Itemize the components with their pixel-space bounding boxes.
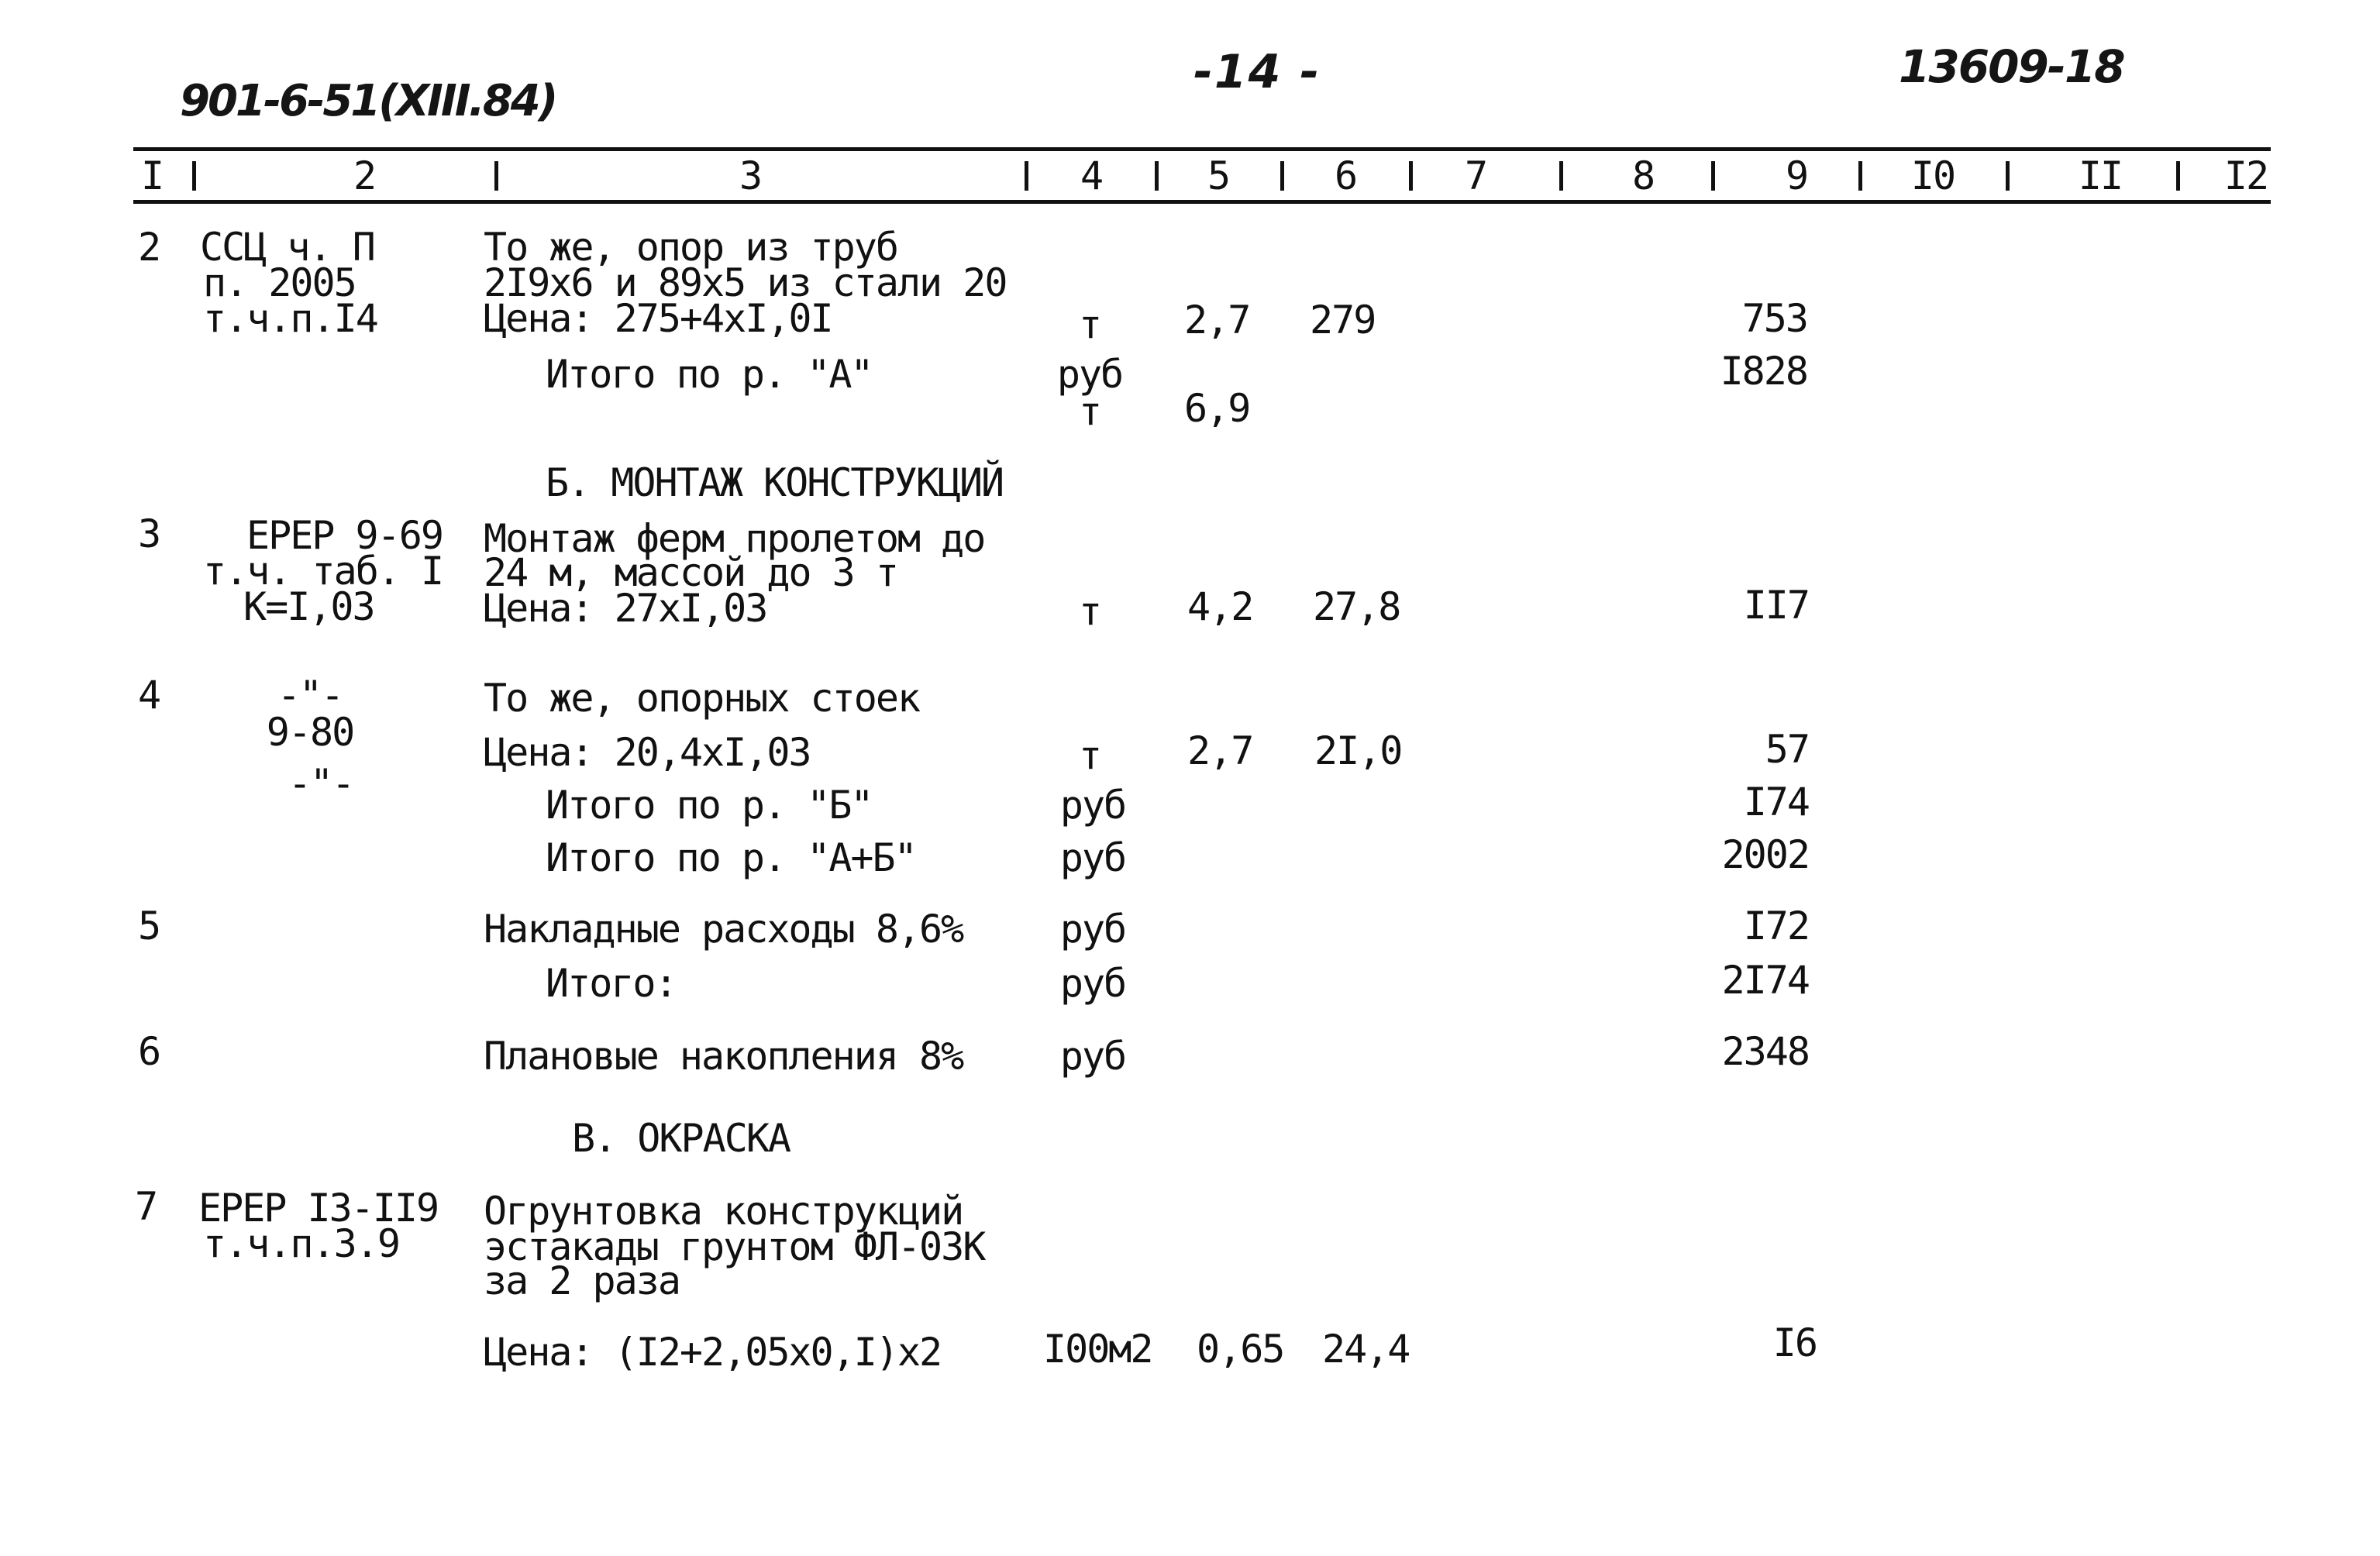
description-line: Накладные расходы 8,6%	[484, 907, 963, 952]
unit: руб	[1059, 835, 1126, 880]
reference-line: т.ч. таб. I	[203, 549, 443, 594]
col-sep	[1025, 161, 1028, 191]
col-sep	[1280, 161, 1284, 191]
description-line: 24 м, массой до 3 т	[484, 550, 897, 595]
unit-price: 27,8	[1313, 584, 1400, 629]
column-number: I2	[2223, 153, 2268, 198]
col-sep	[1858, 161, 1862, 191]
col-sep	[2006, 161, 2010, 191]
unit-price: 2I,0	[1314, 728, 1402, 773]
column-number: 7	[1464, 153, 1487, 198]
reference-line: К=I,03	[243, 584, 374, 629]
col-sep	[494, 161, 498, 191]
col-sep	[192, 161, 196, 191]
column-number: 5	[1207, 153, 1230, 198]
total: 753	[1741, 296, 1807, 341]
description-line: Огрунтовка конструкций	[484, 1189, 963, 1234]
quantity: 4,2	[1187, 584, 1253, 629]
doc-code: 901-6-51(XIII.84)	[180, 76, 556, 126]
unit: т	[1078, 733, 1101, 778]
description-line: То же, опорных стоек	[484, 676, 920, 721]
unit: руб	[1059, 907, 1126, 952]
row-number: 7	[135, 1184, 157, 1229]
description-line: Монтаж ферм пролетом до	[484, 516, 985, 561]
row-number: 2	[138, 225, 160, 270]
description-line: Цена: 275+4xI,0I	[484, 296, 832, 341]
row-number: 6	[138, 1029, 160, 1074]
subtotal-label: Итого по р. "А"	[546, 352, 873, 397]
total: I828	[1720, 349, 1807, 394]
quantity: 2,7	[1184, 298, 1250, 343]
column-number: 9	[1785, 153, 1808, 198]
header-rule-top	[133, 147, 2271, 151]
col-sep	[1155, 161, 1159, 191]
col-sep	[1711, 161, 1715, 191]
total: 2348	[1721, 1029, 1809, 1074]
reference-line: т.ч.п.3.9	[203, 1221, 399, 1266]
quantity: 2,7	[1187, 728, 1253, 773]
column-number: 8	[1631, 153, 1655, 198]
column-number: I	[141, 153, 164, 198]
column-number: II	[2078, 153, 2123, 198]
total: 57	[1765, 727, 1809, 772]
unit: I00м2	[1043, 1327, 1152, 1372]
unit-price: 279	[1310, 298, 1376, 343]
row-number: 5	[138, 904, 160, 948]
reference-line: -"-	[277, 673, 343, 718]
section-title: Б. МОНТАЖ КОНСТРУКЦИЙ	[546, 460, 1004, 505]
unit: т	[1078, 389, 1101, 434]
unit: руб	[1059, 961, 1126, 1006]
reference-line: 9-80	[266, 710, 354, 755]
description-line: Цена: 20,4xI,03	[484, 730, 811, 775]
col-sep	[1409, 161, 1413, 191]
reference-line: п. 2005	[203, 260, 356, 305]
column-number: 6	[1334, 153, 1357, 198]
reference-line: ССЦ ч. П	[200, 225, 374, 270]
total: I72	[1743, 904, 1809, 948]
column-number: 3	[739, 153, 762, 198]
section-title: В. ОКРАСКА	[572, 1116, 790, 1161]
page-number: -14 -	[1193, 45, 1321, 99]
description-line: эстакады грунтом ФЛ-03К	[484, 1224, 985, 1269]
row-number: 3	[138, 511, 160, 556]
description-line: Цена: (I2+2,05x0,I)x2	[484, 1330, 942, 1375]
total: 2002	[1721, 832, 1809, 877]
inventory-number: 13609-18	[1899, 40, 2124, 93]
quantity: 0,65	[1197, 1327, 1284, 1372]
unit: руб	[1056, 352, 1123, 397]
subtotal-label: Итого по р. "А+Б"	[546, 835, 916, 880]
header-rule-bottom	[133, 200, 2271, 204]
unit: руб	[1059, 1034, 1126, 1079]
description-line: 2I9x6 и 89x5 из стали 20	[484, 260, 1007, 305]
description-line: То же, опор из труб	[484, 225, 897, 270]
reference-line: т.ч.п.I4	[203, 296, 377, 341]
column-number: 2	[353, 153, 376, 198]
description-line: Плановые накопления 8%	[484, 1034, 963, 1079]
subtotal-label: Итого:	[546, 961, 677, 1006]
row-number: 4	[138, 673, 160, 718]
column-number: 4	[1080, 153, 1103, 198]
column-number: I0	[1910, 153, 1955, 198]
quantity: 6,9	[1184, 386, 1250, 431]
reference-line: ЕРЕР I3-II9	[198, 1186, 439, 1231]
unit: т	[1078, 302, 1101, 347]
reference-line: ЕРЕР 9-69	[246, 513, 443, 558]
total: 2I74	[1721, 958, 1809, 1003]
unit: руб	[1059, 783, 1126, 828]
unit-price: 24,4	[1322, 1327, 1410, 1372]
col-sep	[1559, 161, 1563, 191]
total: I74	[1743, 780, 1809, 824]
description-line: за 2 раза	[484, 1258, 680, 1303]
unit: т	[1078, 589, 1101, 634]
col-sep	[2176, 161, 2180, 191]
description-line: Цена: 27xI,03	[484, 586, 767, 631]
total: I6	[1772, 1320, 1817, 1365]
reference-line: -"-	[288, 761, 354, 806]
subtotal-label: Итого по р. "Б"	[546, 783, 873, 828]
total: II7	[1743, 583, 1809, 628]
